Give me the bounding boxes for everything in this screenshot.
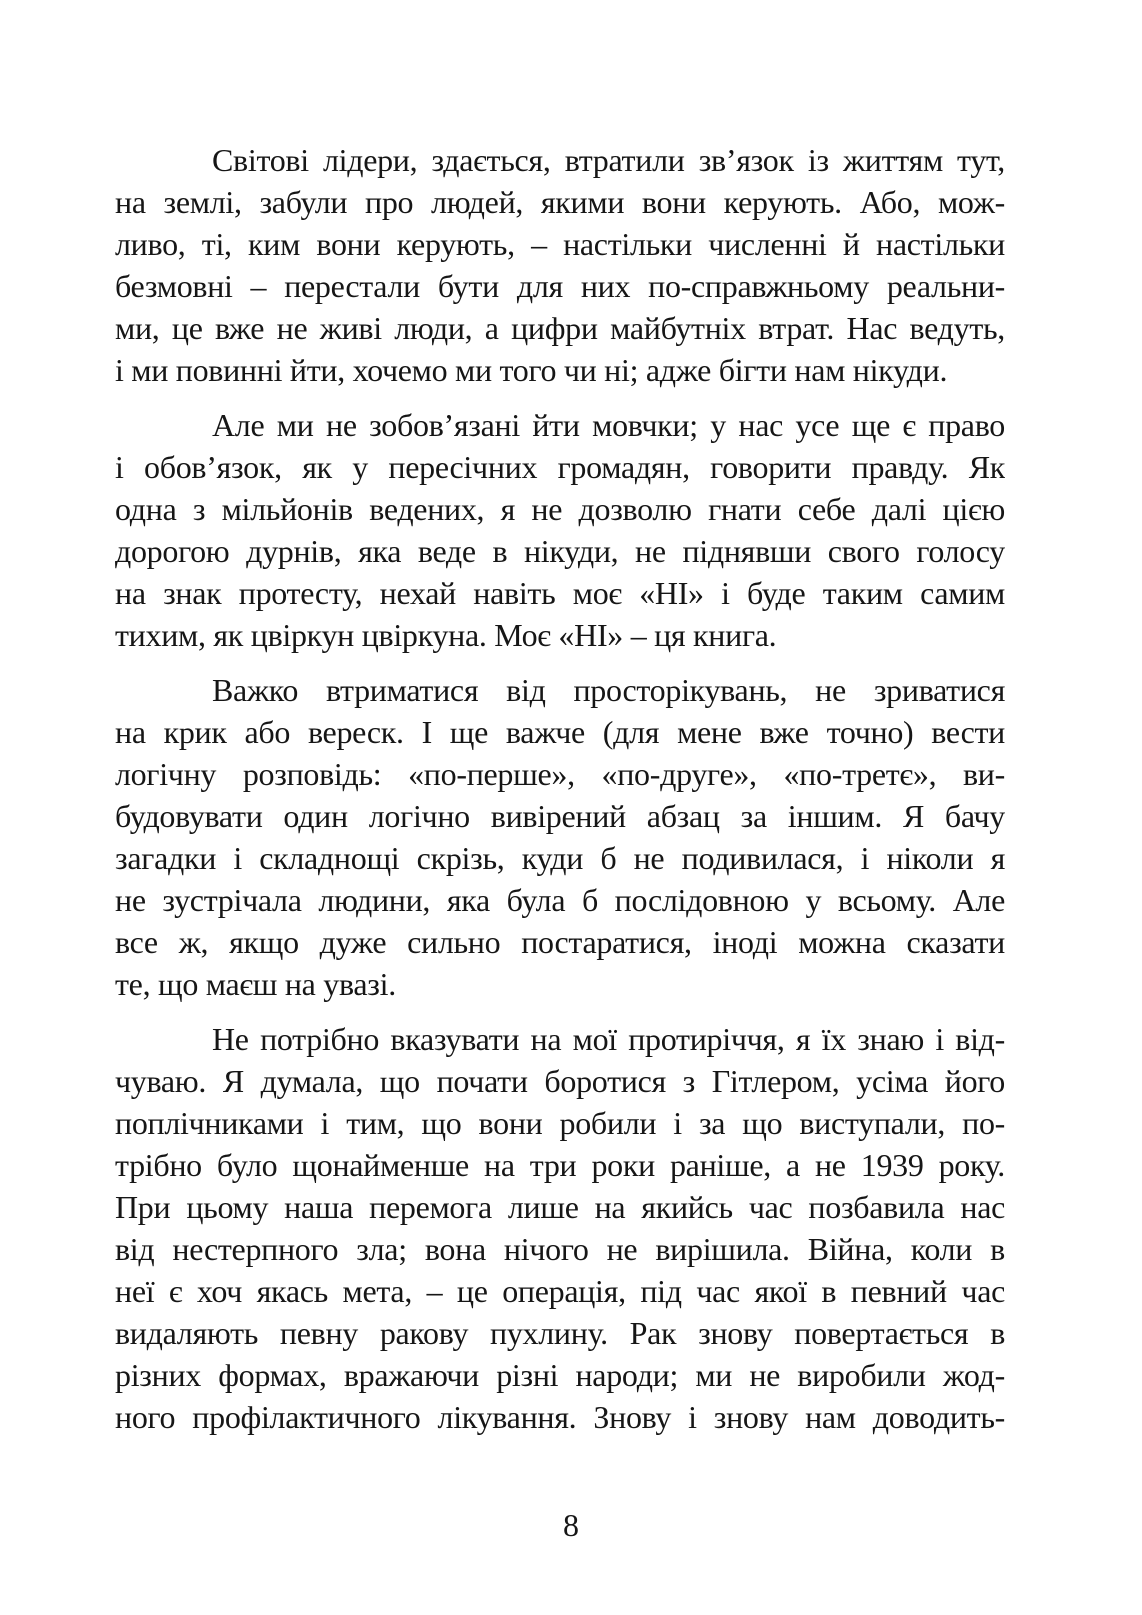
text-line: ного профілактичного лікування. Знову і знову нам доводить- bbox=[115, 1399, 1005, 1435]
text-line: на знак протесту, нехай навіть моє «НІ» і буде таким самим bbox=[115, 575, 1005, 611]
text-line: При цьому наша перемога лише на якийсь час позбавила нас bbox=[115, 1189, 1005, 1225]
text-line: видаляють певну ракову пухлину. Рак знову повертається в bbox=[115, 1315, 1005, 1351]
text-line: дорогою дурнів, яка веде в нікуди, не піднявши свого голосу bbox=[115, 533, 1005, 569]
text-line: ливо, ті, ким вони керують, – настільки численні й настільки bbox=[115, 226, 1005, 262]
text-line: від нестерпного зла; вона нічого не вирішила. Війна, коли в bbox=[115, 1231, 1005, 1267]
text-line: загадки і складнощі скрізь, куди б не подивилася, і ніколи я bbox=[115, 840, 1005, 876]
text-line: трібно було щонайменше на три роки раніше, а не 1939 року. bbox=[115, 1147, 1005, 1183]
text-line: Світові лідери, здається, втратили зв’язок із життям тут, bbox=[212, 142, 1005, 178]
page-number: 8 bbox=[563, 1507, 579, 1543]
paragraph bbox=[115, 669, 1005, 1005]
text-line: і ми повинні йти, хочемо ми того чи ні; адже бігти нам нікуди. bbox=[115, 352, 948, 388]
text-line: не зустрічала людини, яка була б послідовною у всьому. Але bbox=[115, 882, 1005, 918]
text-line: різних формах, вражаючи різні народи; ми не виробили жод- bbox=[115, 1357, 1005, 1393]
text-line: будовувати один логічно вивірений абзац за іншим. Я бачу bbox=[115, 798, 1005, 834]
text-line: тихим, як цвіркун цвіркуна. Моє «НІ» – ця книга. bbox=[115, 617, 777, 653]
text-line: чуваю. Я думала, що почати боротися з Гітлером, усіма його bbox=[115, 1063, 1005, 1099]
paragraph bbox=[115, 139, 1005, 391]
text-line: Не потрібно вказувати на мої протиріччя, я їх знаю і від- bbox=[212, 1021, 1005, 1057]
text-line: Але ми не зобов’язані йти мовчки; у нас усе ще є право bbox=[212, 407, 1005, 443]
text-line: логічну розповідь: «по-перше», «по-друге», «по-третє», ви- bbox=[115, 756, 1005, 792]
paragraph bbox=[115, 1018, 1005, 1438]
text-line: на землі, забули про людей, якими вони керують. Або, мож- bbox=[115, 184, 1005, 220]
text-line: ми, це вже не живі люди, а цифри майбутніх втрат. Нас ведуть, bbox=[115, 310, 1005, 346]
paragraph bbox=[115, 404, 1005, 656]
text-line: неї є хоч якась мета, – це операція, під час якої в певний час bbox=[115, 1273, 1005, 1309]
text-line: те, що маєш на увазі. bbox=[115, 966, 396, 1002]
text-line: безмовні – перестали бути для них по-справжньому реальни- bbox=[115, 268, 1005, 304]
page-text-block bbox=[115, 139, 1005, 1438]
text-line: все ж, якщо дуже сильно постаратися, іноді можна сказати bbox=[115, 924, 1005, 960]
text-line: на крик або вереск. І ще важче (для мене вже точно) вести bbox=[115, 714, 1005, 750]
text-line: і обов’язок, як у пересічних громадян, говорити правду. Як bbox=[115, 449, 1005, 485]
text-line: одна з мільйонів ведених, я не дозволю гнати себе далі цією bbox=[115, 491, 1005, 527]
text-line: поплічниками і тим, що вони робили і за що виступали, по- bbox=[115, 1105, 1005, 1141]
text-line: Важко втриматися від просторікувань, не зриватися bbox=[212, 672, 1005, 708]
